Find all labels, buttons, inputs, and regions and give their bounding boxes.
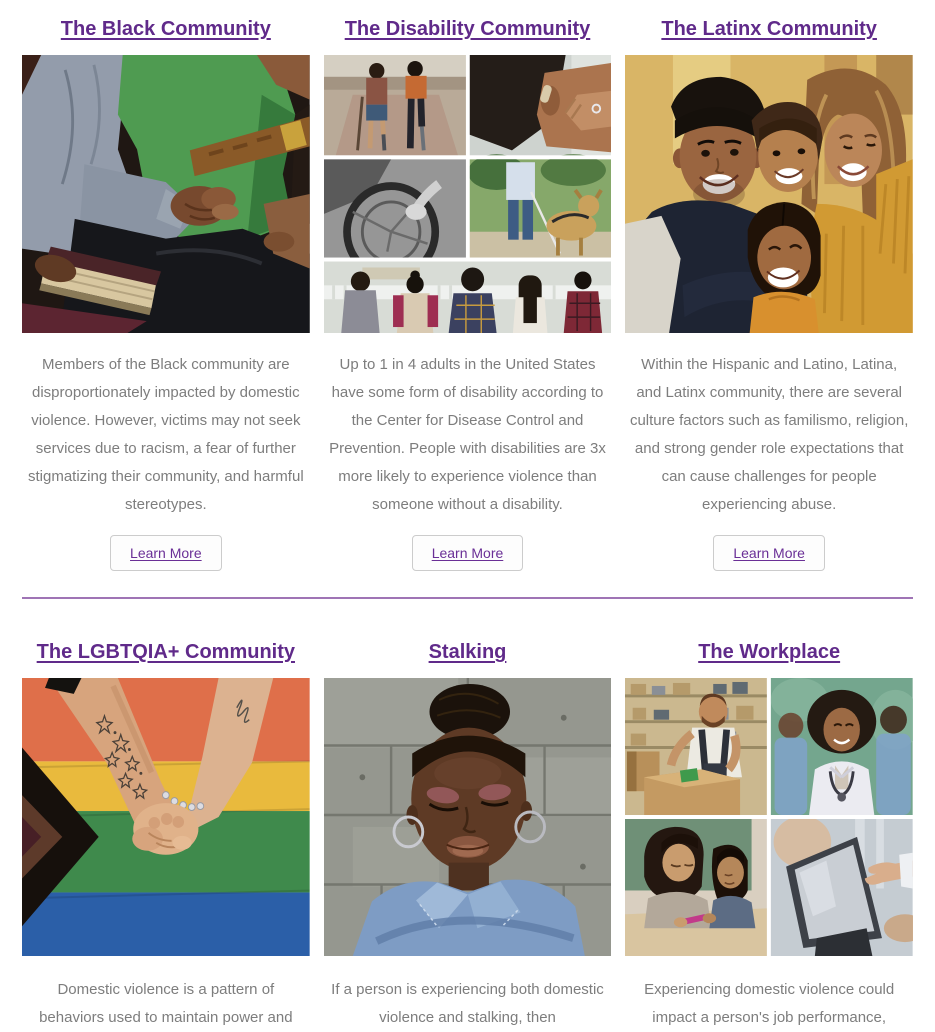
card-title-lgbtqia-community[interactable]: The LGBTQIA+ Community (36, 641, 295, 663)
card-description: Experiencing domestic violence could impact a person's job performance, (644, 981, 895, 1026)
stalking-photo (324, 678, 612, 956)
card-latinx-community (625, 16, 913, 571)
card-title-disability-community[interactable]: The Disability Community (344, 18, 591, 40)
card-stalking (324, 639, 612, 1032)
card-lgbtqia-community (22, 639, 310, 1032)
workplace-photo (625, 678, 913, 956)
black-community-photo (22, 55, 310, 333)
card-title-workplace[interactable]: The Workplace (698, 641, 841, 663)
latinx-community-photo (625, 55, 913, 333)
community-grid-row-2 (0, 623, 935, 1032)
card-description: Domestic violence is a pattern of behaviors used to maintain power and (39, 981, 293, 1026)
card-title-latinx-community[interactable]: The Latinx Community (661, 18, 877, 40)
card-description: If a person is experiencing both domestic violence and stalking, then (331, 981, 604, 1026)
card-title-black-community[interactable]: The Black Community (60, 18, 271, 40)
disability-community-photo (324, 55, 612, 333)
card-description: Within the Hispanic and Latino, Latina, and Latinx community, there are several culture factors such as familismo, religion, and strong gender role expectations that can cause challenges for people experiencing abuse. (629, 356, 909, 513)
card-description: Up to 1 in 4 adults in the United States have some form of disability according to the Center for Disease Control and Prevention. People with disabilities are 3x more likely to experience violence than someone without a disability. (329, 356, 606, 513)
learn-more-button-disability-community[interactable]: Learn More (412, 535, 524, 571)
card-disability-community (324, 16, 612, 571)
card-black-community (22, 16, 310, 571)
card-workplace (625, 639, 913, 1032)
card-description: Members of the Black community are disproportionately impacted by domestic violence. However, victims may not seek services due to racism, a fear of further stigmatizing their community, and harmful stereotypes. (27, 356, 304, 513)
section-divider (22, 597, 913, 599)
learn-more-button-black-community[interactable]: Learn More (110, 535, 222, 571)
card-title-stalking[interactable]: Stalking (428, 641, 507, 663)
learn-more-button-latinx-community[interactable]: Learn More (713, 535, 825, 571)
lgbtqia-community-photo (22, 678, 310, 956)
